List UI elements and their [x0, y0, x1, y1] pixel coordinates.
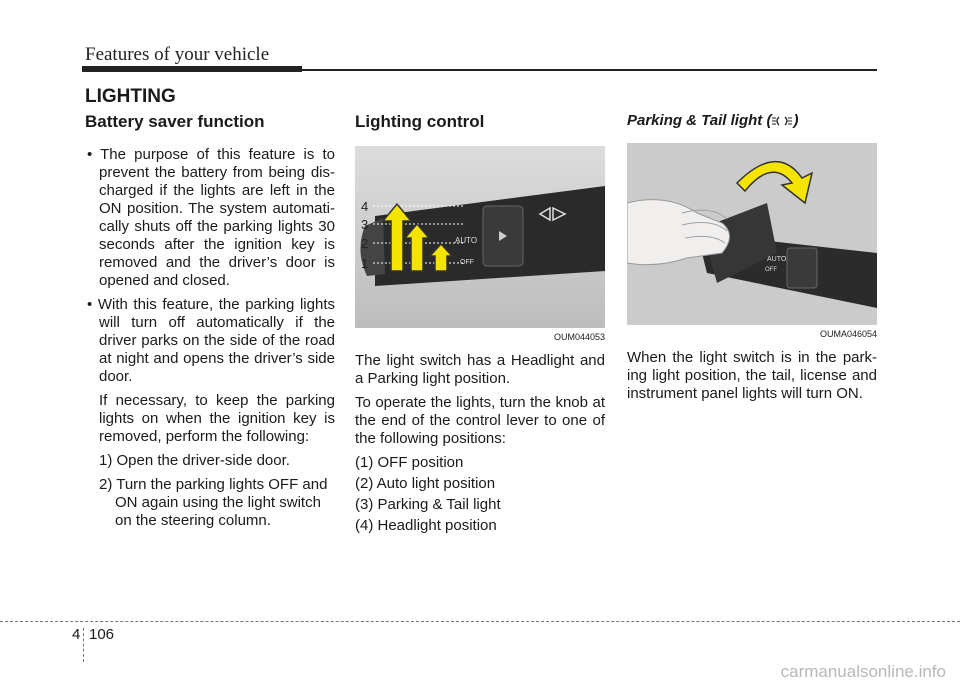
lever-auto-label: AUTO: [767, 256, 787, 263]
watermark: carmanualsonline.info: [780, 662, 946, 681]
hand-lever-illustration: [627, 143, 877, 325]
section-title: LIGHTING: [85, 86, 176, 107]
parking-light-icon: [771, 112, 793, 129]
parking-tail-paragraph: When the light switch is in the park-ing light position, the tail, license and instrument panel lights will turn ON.: [627, 349, 877, 402]
position-label-4: 4: [361, 199, 369, 214]
bullet-paragraph-2: • With this feature, the parking lights will turn off automatically if the driver parks on the side of the road at night and opens the driver’s side door.: [87, 296, 335, 385]
lighting-paragraph-2: To operate the lights, turn the knob at the end of the control lever to one of the following positions:: [355, 394, 605, 447]
lighting-paragraph-1: The light switch has a Headlight and a Parking light position.: [355, 352, 605, 387]
lighting-control-figure: [355, 146, 605, 328]
chapter-number: 4: [72, 626, 81, 643]
position-item-3: (3) Parking & Tail light: [355, 496, 501, 513]
figure-code-1: OUM044053: [553, 332, 605, 342]
battery-saver-heading: Battery saver function: [85, 112, 265, 131]
column-lighting-control: [355, 112, 605, 538]
position-item-4: (4) Headlight position: [355, 517, 497, 534]
lever-switch-button: [787, 248, 817, 288]
bullet-2-text: With this feature, the parking lights will turn off automatically if the driver parks on the side of the road at night and opens the driver’s side door.: [97, 296, 335, 385]
column-parking-tail: [627, 112, 877, 409]
position-label-2: 2: [361, 236, 369, 251]
light-lever-illustration: [355, 146, 605, 328]
header-title: Features of your vehicle: [85, 44, 270, 65]
position-item-1: (1) OFF position: [355, 454, 464, 471]
parking-tail-heading-close: ): [793, 112, 799, 129]
footer-divider: [83, 628, 85, 662]
position-item-2: (2) Auto light position: [355, 475, 496, 492]
lever-off-label: OFF: [765, 267, 777, 273]
column-battery-saver: [85, 112, 335, 536]
header-rule: [300, 69, 877, 71]
footer-rule: [0, 621, 960, 622]
parking-tail-heading: [627, 112, 877, 129]
parking-tail-heading-text: Parking & Tail light (: [627, 112, 772, 129]
figure-code-2: OUMA046054: [819, 329, 877, 339]
step-1: 1) Open the driver-side door.: [99, 452, 290, 469]
lever-auto-label: AUTO: [455, 236, 478, 245]
bullet-1-text: The purpose of this feature is to prevent the battery from being dis-charged if the lights are left in the ON position. The system automati-cally shuts off the parking lights 30 seconds after the ignition key is removed and the driver’s door is opened and closed.: [99, 146, 335, 289]
parking-tail-figure: [627, 143, 877, 325]
page-number: 106: [89, 626, 115, 643]
instruction-paragraph: If necessary, to keep the parking lights on when the ignition key is removed, perform the following:: [99, 392, 335, 445]
position-label-1: 1: [361, 256, 369, 271]
lever-off-label: OFF: [460, 259, 474, 266]
lighting-control-heading: Lighting control: [355, 112, 485, 131]
step-2: 2) Turn the parking lights OFF and ON again using the light switch on the steering column.: [99, 476, 328, 529]
position-label-3: 3: [361, 217, 369, 232]
bullet-paragraph-1: • The purpose of this feature is to prevent the battery from being dis-charged if the lights are left in the ON position. The system automati-cally shuts off the parking lights 30 seconds after the ignition key is removed and the driver’s door is opened and closed.: [87, 146, 335, 289]
header-bar: [82, 66, 302, 72]
